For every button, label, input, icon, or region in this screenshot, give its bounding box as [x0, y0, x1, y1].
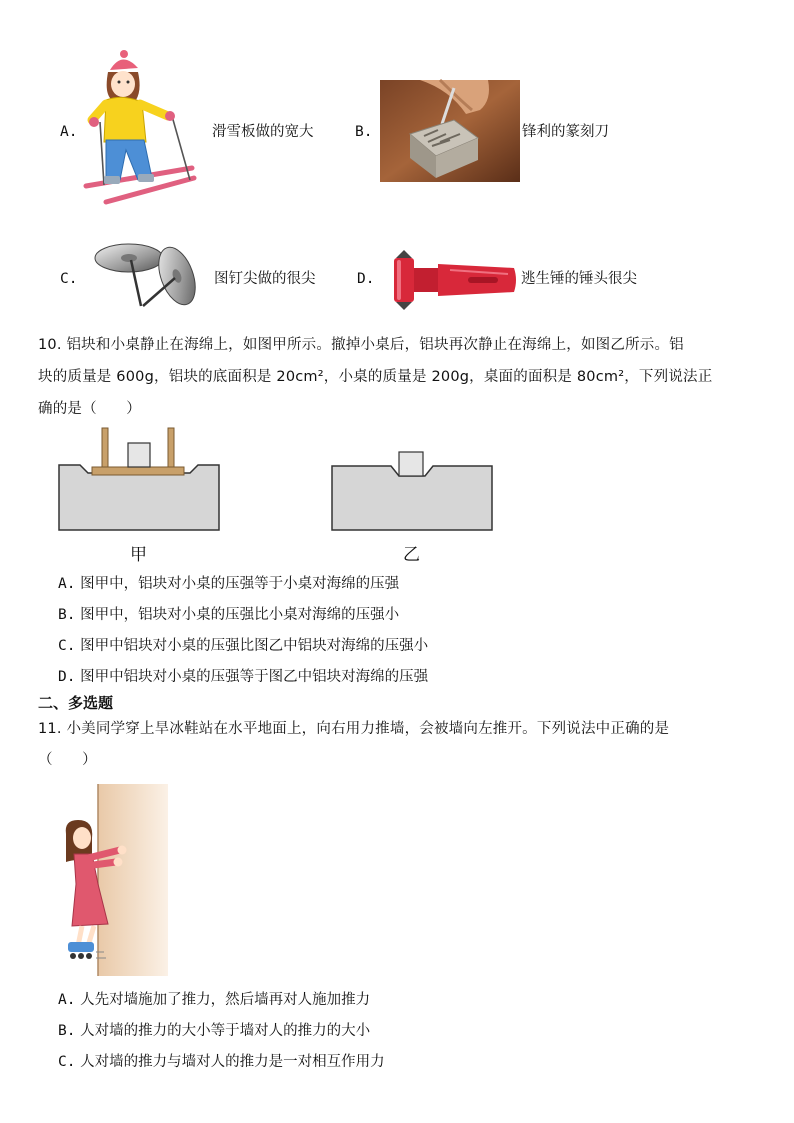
- option-letter: B.: [355, 124, 373, 140]
- option-letter: A.: [58, 576, 76, 592]
- option-letter: A.: [60, 124, 78, 140]
- option-text: 人对墙的推力与墙对人的推力是一对相互作用力: [80, 1054, 385, 1070]
- option-letter: D.: [357, 271, 375, 287]
- section-title: 二、多选题: [38, 694, 114, 712]
- q11-option-c: [58, 1052, 385, 1072]
- figure-yi-block-on-sponge: [331, 450, 493, 532]
- q10-stem-line: 确的是（ ）: [38, 401, 141, 417]
- seal-carving-photo: [380, 80, 520, 182]
- q11-stem-line: （ ）: [38, 752, 97, 768]
- option-letter: D.: [58, 669, 76, 685]
- skier-illustration: [82, 50, 200, 208]
- option-text: 图甲中铝块对小桌的压强等于图乙中铝块对海绵的压强: [80, 669, 429, 685]
- option-letter: A.: [58, 992, 76, 1008]
- option-letter: B.: [58, 607, 76, 623]
- option-text: 图甲中，铝块对小桌的压强等于小桌对海绵的压强: [80, 576, 400, 592]
- thumbtacks-illustration: [95, 236, 207, 312]
- option-letter: C.: [58, 1054, 76, 1070]
- option-letter: C.: [58, 638, 76, 654]
- girl-pushing-wall-illustration: [60, 784, 168, 976]
- figure-jia-table-on-sponge: [58, 425, 220, 531]
- q11-option-b: [58, 1021, 370, 1041]
- option-text: 图甲中铝块对小桌的压强比图乙中铝块对海绵的压强小: [80, 638, 429, 654]
- figure-label-yi: 乙: [403, 545, 420, 565]
- option-text: 图甲中，铝块对小桌的压强比小桌对海绵的压强小: [80, 607, 400, 623]
- option-letter: C.: [60, 271, 78, 287]
- q11-stem-line: 11. 小美同学穿上旱冰鞋站在水平地面上，向右用力推墙，会被墙向左推开。下列说法中正确的是: [38, 721, 670, 737]
- q10-option-d: [58, 667, 428, 687]
- q11-option-a: [58, 990, 370, 1010]
- option-text: 滑雪板做的宽大: [212, 124, 314, 140]
- option-text: 逃生锤的锤头很尖: [521, 271, 637, 287]
- option-text: 锋利的篆刻刀: [522, 124, 609, 140]
- option-text: 人先对墙施加了推力，然后墙再对人施加推力: [80, 992, 371, 1008]
- q10-option-a: [58, 574, 399, 594]
- q10-option-c: [58, 636, 428, 656]
- option-letter: B.: [58, 1023, 76, 1039]
- q10-option-b: [58, 605, 399, 625]
- option-text: 图钉尖做的很尖: [214, 271, 316, 287]
- q10-stem-line: 块的质量是 600g，铝块的底面积是 20cm²，小桌的质量是 200g，桌面的面积是 80cm²，下列说法正: [38, 369, 713, 385]
- escape-hammer-illustration: [390, 250, 518, 312]
- q10-stem-line: 10. 铝块和小桌静止在海绵上，如图甲所示。撤掉小桌后，铝块再次静止在海绵上，如图乙所示。铝: [38, 337, 684, 353]
- figure-label-jia: 甲: [130, 545, 147, 565]
- option-text: 人对墙的推力的大小等于墙对人的推力的大小: [80, 1023, 371, 1039]
